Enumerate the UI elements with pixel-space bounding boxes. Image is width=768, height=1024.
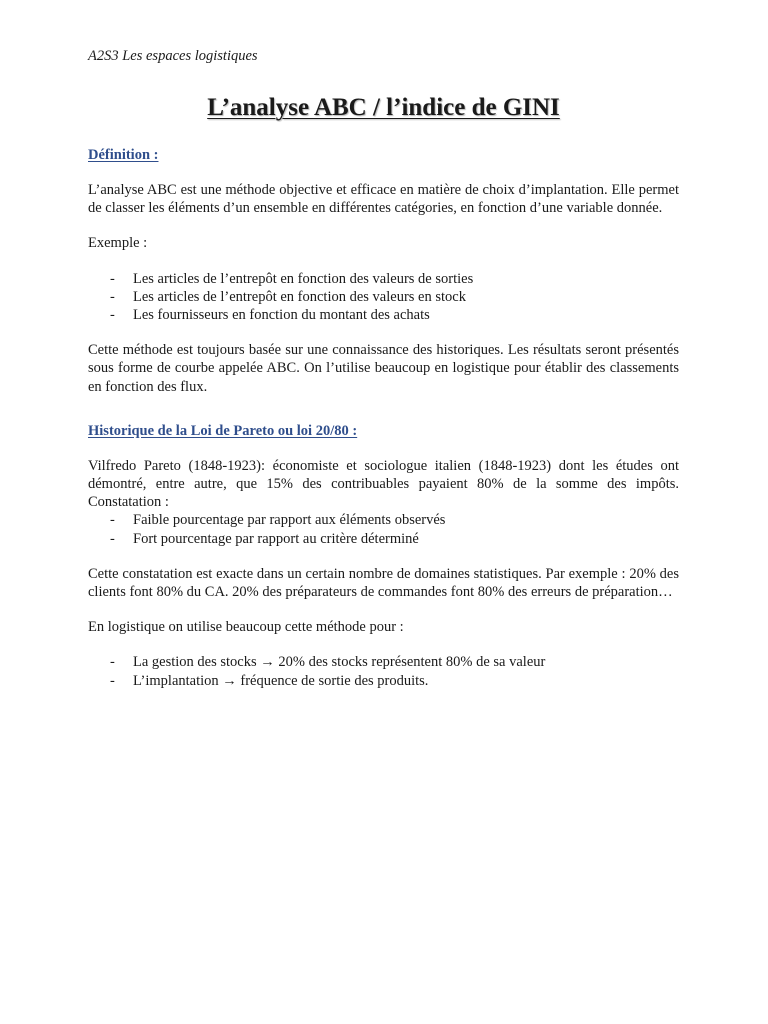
examples-list — [88, 270, 679, 325]
list-item: - Faible pourcentage par rapport aux éléments observés — [110, 512, 446, 529]
list-item: - Les articles de l’entrepôt en fonction des valeurs de sorties — [110, 270, 474, 287]
list-item: - La gestion des stocks → 20% des stocks représentent 80% de sa valeur — [110, 654, 546, 671]
list-item: - L’implantation → fréquence de sortie des produits. — [110, 672, 429, 689]
list-item: - Les fournisseurs en fonction du montant des achats — [110, 307, 430, 324]
page-title: L’analyse ABC / l’indice de GINI — [207, 94, 560, 121]
document-page — [88, 46, 679, 690]
list-item: - Fort pourcentage par rapport au critère déterminé — [110, 530, 419, 547]
list-dash: - — [110, 288, 115, 305]
definition-heading: Définition : — [88, 147, 159, 163]
list-dash: - — [110, 512, 115, 529]
list-item: - Les articles de l’entrepôt en fonction des valeurs en stock — [110, 288, 466, 305]
method-paragraph: Cette méthode est toujours basée sur une connaissance des historiques. Les résultats seront présentés sous forme de courbe appelée ABC. On l’utilise beaucoup en logistique pour établir des classements en fonction des flux. — [88, 342, 679, 395]
list-dash: - — [110, 307, 115, 324]
uses-list — [88, 653, 679, 689]
list-dash: - — [110, 654, 115, 671]
history-heading: Historique de la Loi de Pareto ou loi 20/80 : — [88, 422, 358, 439]
definition-paragraph: L’analyse ABC est une méthode objective et efficace en matière de choix d’implantation. Elle permet de classer les éléments d’un ensemble en différentes catégories, en fonction d’une variable donnée. — [88, 182, 679, 217]
list-dash: - — [110, 270, 115, 287]
observations-list — [88, 511, 679, 547]
logistics-usage-paragraph: En logistique on utilise beaucoup cette méthode pour : — [88, 619, 404, 636]
pareto-paragraph: Vilfredo Pareto (1848-1923): économiste et sociologue italien (1848-1923) dont les études ont démontré, entre autre, que 15% des contribuables payaient 80% de la somme des impôts. Constatation : — [88, 457, 679, 511]
statistics-paragraph: Cette constatation est exacte dans un certain nombre de domaines statistiques. Par exemple : 20% des clients font 80% du CA. 20% des préparateurs de commandes font 80% des erreurs de préparation… — [88, 565, 679, 601]
document-header: A2S3 Les espaces logistiques — [88, 48, 258, 64]
list-dash: - — [110, 530, 115, 547]
list-dash: - — [110, 672, 115, 689]
example-label: Exemple : — [88, 235, 148, 252]
